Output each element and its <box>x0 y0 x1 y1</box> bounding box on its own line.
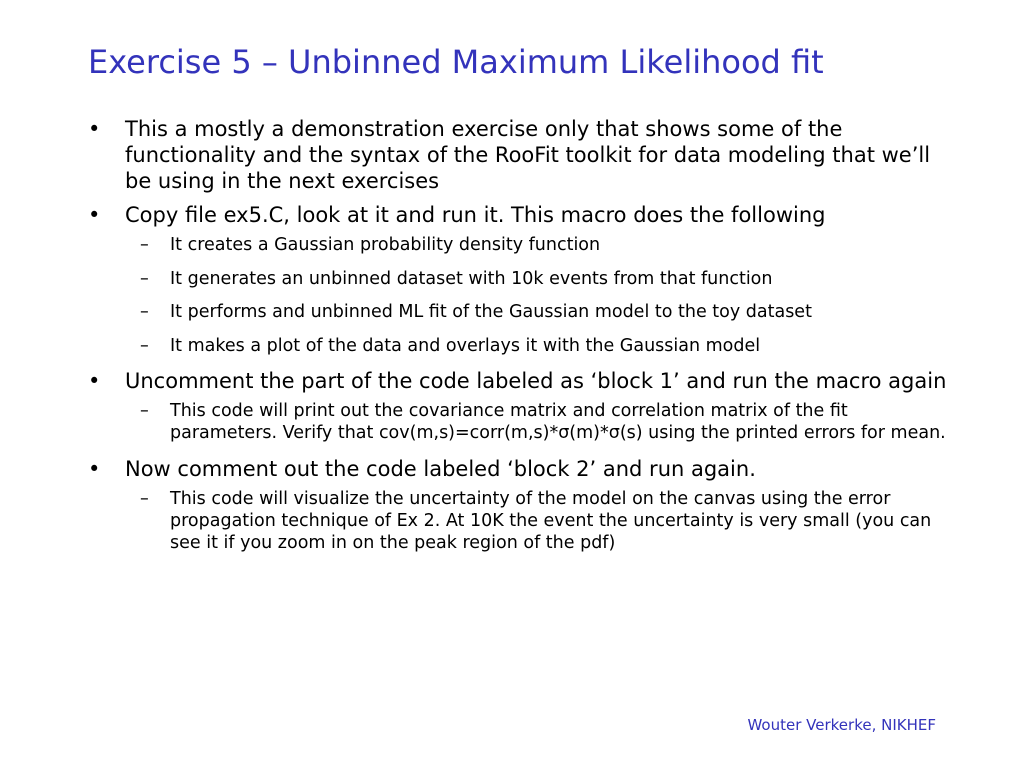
bullet-item <box>88 368 948 444</box>
slide-title: Exercise 5 – Unbinned Maximum Likelihood fit <box>88 43 824 81</box>
sub-bullet-marker: – <box>140 235 149 255</box>
sub-bullet-list <box>125 400 948 444</box>
bullet-text: Uncomment the part of the code labeled as ‘block 1’ and run the macro again <box>125 369 947 393</box>
sub-bullet-list <box>125 234 948 357</box>
sub-bullet-marker: – <box>140 488 149 509</box>
slide-content <box>88 116 948 565</box>
sub-bullet-item <box>125 301 948 323</box>
bullet-item <box>88 202 948 357</box>
bullet-item <box>88 456 948 554</box>
sub-bullet-text: It makes a plot of the data and overlays it with the Gaussian model <box>170 335 761 356</box>
bullet-marker: • <box>88 203 101 227</box>
bullet-item <box>88 116 948 194</box>
sub-bullet-item <box>125 234 948 256</box>
sub-bullet-text: This code will visualize the uncertainty of the model on the canvas using the error propagation technique of Ex 2. At 10K the event the uncertainty is very small (you can see it if you zoom in on the peak region of the pdf) <box>170 488 932 553</box>
sub-bullet-marker: – <box>140 401 149 421</box>
sub-bullet-marker: – <box>140 268 149 289</box>
sub-bullet-item <box>125 488 948 554</box>
sub-bullet-item <box>125 335 948 357</box>
bullet-text: Copy file ex5.C, look at it and run it. This macro does the following <box>125 203 826 227</box>
slide-footer: Wouter Verkerke, NIKHEF <box>747 716 936 734</box>
bullet-marker: • <box>88 456 101 481</box>
sub-bullet-text: This code will print out the covariance matrix and correlation matrix of the fit parameters. Verify that cov(m,s)=corr(m,s)*σ(m)*σ(s) using the printed errors for mean. <box>170 401 946 443</box>
bullet-marker: • <box>88 117 101 141</box>
sub-bullet-marker: – <box>140 335 149 356</box>
bullet-marker: • <box>88 369 101 393</box>
bullet-text: Now comment out the code labeled ‘block 2’ and run again. <box>125 456 756 481</box>
sub-bullet-item <box>125 400 948 444</box>
bullet-text: This a mostly a demonstration exercise only that shows some of the functionality and the syntax of the RooFit toolkit for data modeling that we’ll be using in the next exercises <box>125 117 931 193</box>
sub-bullet-list <box>125 488 948 554</box>
sub-bullet-item <box>125 268 948 290</box>
sub-bullet-text: It creates a Gaussian probability density function <box>170 235 601 255</box>
sub-bullet-text: It performs and unbinned ML fit of the Gaussian model to the toy dataset <box>170 302 812 322</box>
sub-bullet-text: It generates an unbinned dataset with 10k events from that function <box>170 268 773 289</box>
sub-bullet-marker: – <box>140 302 149 322</box>
